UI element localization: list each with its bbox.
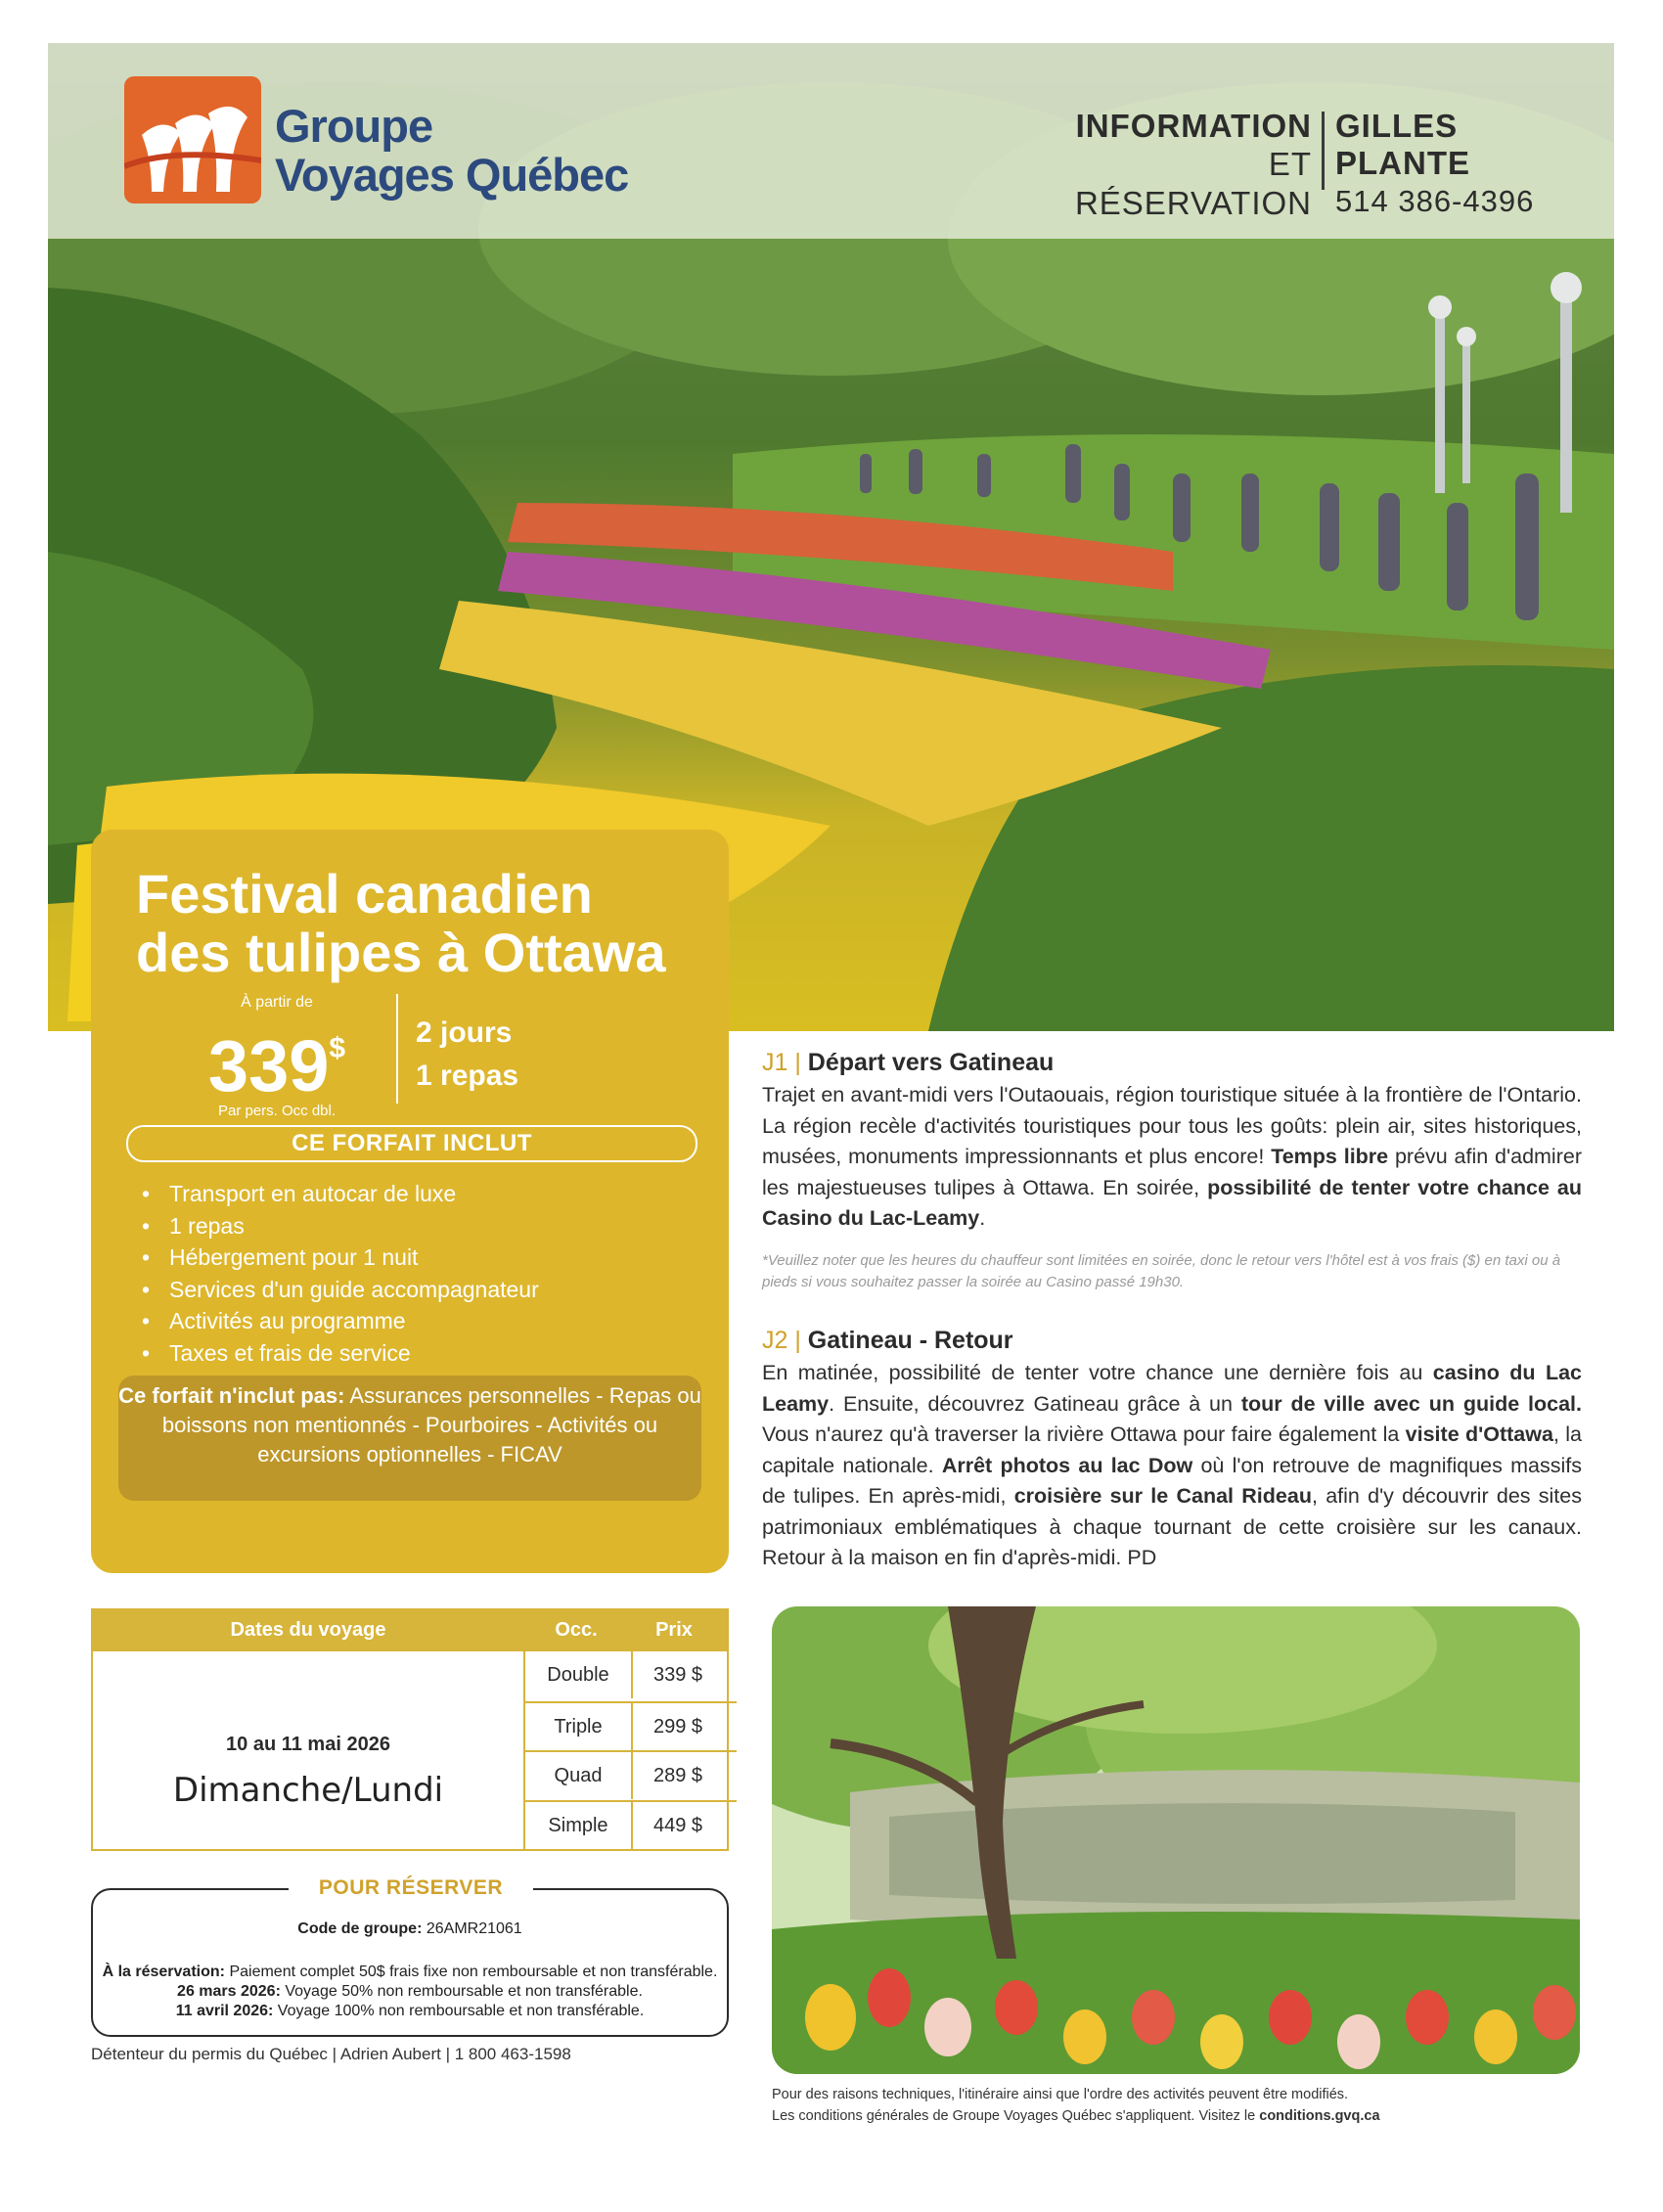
- included-item: • Services d'un guide accompagnateur: [138, 1274, 539, 1306]
- footnote-line-2: [772, 2105, 1594, 2127]
- excluded-text: Assurances personnelles - Repas ou boissons non mentionnés - Pourboires - Activités ou excursions optionnelles - FICAV: [161, 1383, 701, 1467]
- day-2-number: J2 |: [762, 1327, 801, 1354]
- day-2-t5: où l'on retrouve de magnifiques massifs de tulipes. En après-midi,: [762, 1453, 1582, 1508]
- day-2-t6: , afin d'y découvrir des sites patrimoniaux emblématiques à chaque tournant de cette croisière sur les canaux. Retour à la maison en fin d'après-midi. PD: [762, 1484, 1582, 1569]
- brand-name: [275, 102, 628, 200]
- day-2-b2: tour de ville avec un guide local.: [1240, 1391, 1582, 1416]
- day-2-text: [762, 1358, 1582, 1574]
- included-item: • Hébergement pour 1 nuit: [138, 1241, 539, 1274]
- driver-hours-note: *Veuillez noter que les heures du chauffeur sont limitées en soirée, donc le retour vers l'hôtel est à vos frais ($) en taxi ou à pieds si vous souhaitez passer la soirée au Casino passé 19h30.: [762, 1252, 1561, 1290]
- reserve-line-2-label: 26 mars 2026:: [177, 1983, 281, 2000]
- day-1-t2: prévu afin d'admirer les majestueuses tulipes à Ottawa. En soirée,: [762, 1145, 1582, 1199]
- included-item: • Activités au programme: [138, 1305, 539, 1337]
- group-code: 26AMR21061: [426, 1920, 522, 1937]
- header-occ: Occ.: [555, 1619, 598, 1641]
- occ-price: 289 $: [631, 1752, 723, 1799]
- occ-name: Quad: [554, 1765, 603, 1786]
- info-line-2: ET RÉSERVATION: [1074, 146, 1312, 221]
- contact-info: [1038, 108, 1586, 221]
- included-item: • Taxes et frais de service: [138, 1337, 539, 1370]
- permit-line: Détenteur du permis du Québec | Adrien Aubert | 1 800 463-1598: [91, 2045, 571, 2063]
- price-per: Par pers. Occ dbl.: [217, 1103, 337, 1119]
- table-row: [523, 1750, 737, 1800]
- price-divider: [396, 994, 398, 1104]
- included-list: [138, 1178, 539, 1369]
- reserve-line-1-label: À la réservation:: [102, 1964, 225, 1980]
- day-2-t1: En matinée, possibilité de tenter votre chance une dernière fois au: [762, 1361, 1433, 1384]
- footnote-line-1: Pour des raisons techniques, l'itinéraire ainsi que l'ordre des activités peuvent être modifiés.: [772, 2087, 1349, 2102]
- dates-days: Dimanche/Lundi: [172, 1771, 444, 1810]
- table-row: [523, 1800, 737, 1850]
- info-line-1: INFORMATION: [1075, 108, 1312, 144]
- day-2-b1: casino du Lac Leamy: [762, 1361, 1582, 1416]
- header-price: Prix: [655, 1619, 693, 1641]
- groupe-voyages-quebec-logo-icon: [124, 76, 261, 203]
- occ-name: Simple: [548, 1814, 608, 1836]
- day-1-heading: Départ vers Gatineau: [807, 1049, 1055, 1076]
- price-from: À partir de: [241, 994, 313, 1011]
- duration: [416, 1012, 518, 1098]
- group-code-line: [93, 1919, 727, 1939]
- table-row: [523, 1651, 737, 1701]
- duration-meals: 1 repas: [416, 1060, 519, 1092]
- day-1-t1: Trajet en avant-midi vers l'Outaouais, région touristique située à la frontière de l'Ontario. La région recèle d'activités touristiques pour tous les goûts: plein air, sites historiques, musées, monuments impressionnants et plus encore!: [762, 1083, 1582, 1168]
- day-2-t3: Vous n'aurez qu'à traverser la rivière Ottawa pour faire également la: [762, 1422, 1406, 1446]
- footnote: [772, 2084, 1594, 2127]
- duration-days: 2 jours: [416, 1016, 513, 1049]
- table-row: [523, 1701, 737, 1751]
- info-label: [1038, 108, 1312, 223]
- day-2-b5: croisière sur le Canal Rideau: [1013, 1484, 1312, 1508]
- price-block: [150, 994, 404, 1119]
- reserve-line-1: [93, 1963, 727, 1982]
- dates-cell: [93, 1651, 523, 1849]
- pond-photo: [772, 1606, 1580, 2074]
- included-title: CE FORFAIT INCLUT: [126, 1125, 697, 1162]
- excluded-box: [118, 1376, 701, 1501]
- included-item: • Transport en autocar de luxe: [138, 1178, 539, 1210]
- included-item: • 1 repas: [138, 1210, 539, 1242]
- offer-box: [91, 830, 729, 1573]
- reserve-line-3-label: 11 avril 2026:: [175, 2003, 274, 2019]
- price-value: 339: [207, 1025, 330, 1106]
- offer-title-line-1: Festival canadien: [136, 863, 593, 925]
- excluded-label: Ce forfait n'inclut pas:: [118, 1383, 345, 1408]
- reserve-line-1-text: Paiement complet 50$ frais fixe non remboursable et non transférable.: [229, 1964, 718, 1980]
- offer-title-line-2: des tulipes à Ottawa: [136, 922, 666, 983]
- brand-line-1: Groupe: [275, 100, 433, 152]
- day-2-t4: , la capitale nationale.: [762, 1422, 1582, 1477]
- day-2-heading: Gatineau - Retour: [807, 1327, 1013, 1354]
- day-1-title: [762, 1049, 1054, 1077]
- day-1-b2: possibilité de tenter votre chance au Casino du Lac-Leamy: [762, 1175, 1582, 1230]
- dates-range: 10 au 11 mai 2026: [226, 1734, 390, 1755]
- price: [150, 1012, 404, 1104]
- day-1-number: J1 |: [762, 1049, 801, 1076]
- brand-line-2: Voyages Québec: [275, 149, 629, 201]
- day-1-b1: Temps libre: [1271, 1145, 1389, 1168]
- contact-name: GILLES PLANTE: [1335, 108, 1470, 181]
- occ-price: 339 $: [631, 1651, 723, 1698]
- occ-name: Triple: [554, 1715, 603, 1738]
- pond-illustration: [772, 1606, 1580, 2074]
- day-1-text: [762, 1080, 1582, 1235]
- footnote-line-2-text: Les conditions générales de Groupe Voyages Québec s'appliquent. Visitez le: [772, 2108, 1260, 2124]
- group-code-label: Code de groupe:: [297, 1920, 423, 1937]
- day-2-b4: Arrêt photos au lac Dow: [941, 1453, 1193, 1477]
- reserve-line-2: [93, 1982, 727, 2002]
- day-2-t2: . Ensuite, découvrez Gatineau grâce à un: [829, 1391, 1241, 1416]
- day-2-title: [762, 1327, 1013, 1355]
- contact-person: [1335, 108, 1586, 221]
- contact-phone[interactable]: 514 386-4396: [1335, 184, 1535, 218]
- occupancy-prices: [523, 1651, 737, 1849]
- reserve-title: POUR RÉSERVER: [289, 1874, 533, 1902]
- price-currency: $: [329, 1032, 346, 1064]
- reserve-line-3-text: Voyage 100% non remboursable et non transférable.: [277, 2003, 645, 2019]
- dates-table: [91, 1608, 729, 1851]
- occ-price: 299 $: [631, 1703, 723, 1750]
- info-divider: [1322, 112, 1325, 190]
- reserve-box: [91, 1876, 729, 2037]
- day-1-t3: .: [979, 1206, 986, 1230]
- dates-table-header: [93, 1610, 727, 1651]
- reserve-line-3: [93, 2002, 727, 2021]
- conditions-link[interactable]: conditions.gvq.ca: [1259, 2108, 1380, 2124]
- occ-name: Double: [547, 1664, 609, 1686]
- reserve-line-2-text: Voyage 50% non remboursable et non transférable.: [285, 1983, 643, 2000]
- offer-title: [136, 865, 723, 982]
- occ-price: 449 $: [631, 1802, 723, 1849]
- day-2-b3: visite d'Ottawa: [1405, 1422, 1553, 1446]
- flyer-page: [48, 43, 1614, 2129]
- header-dates: Dates du voyage: [230, 1619, 386, 1641]
